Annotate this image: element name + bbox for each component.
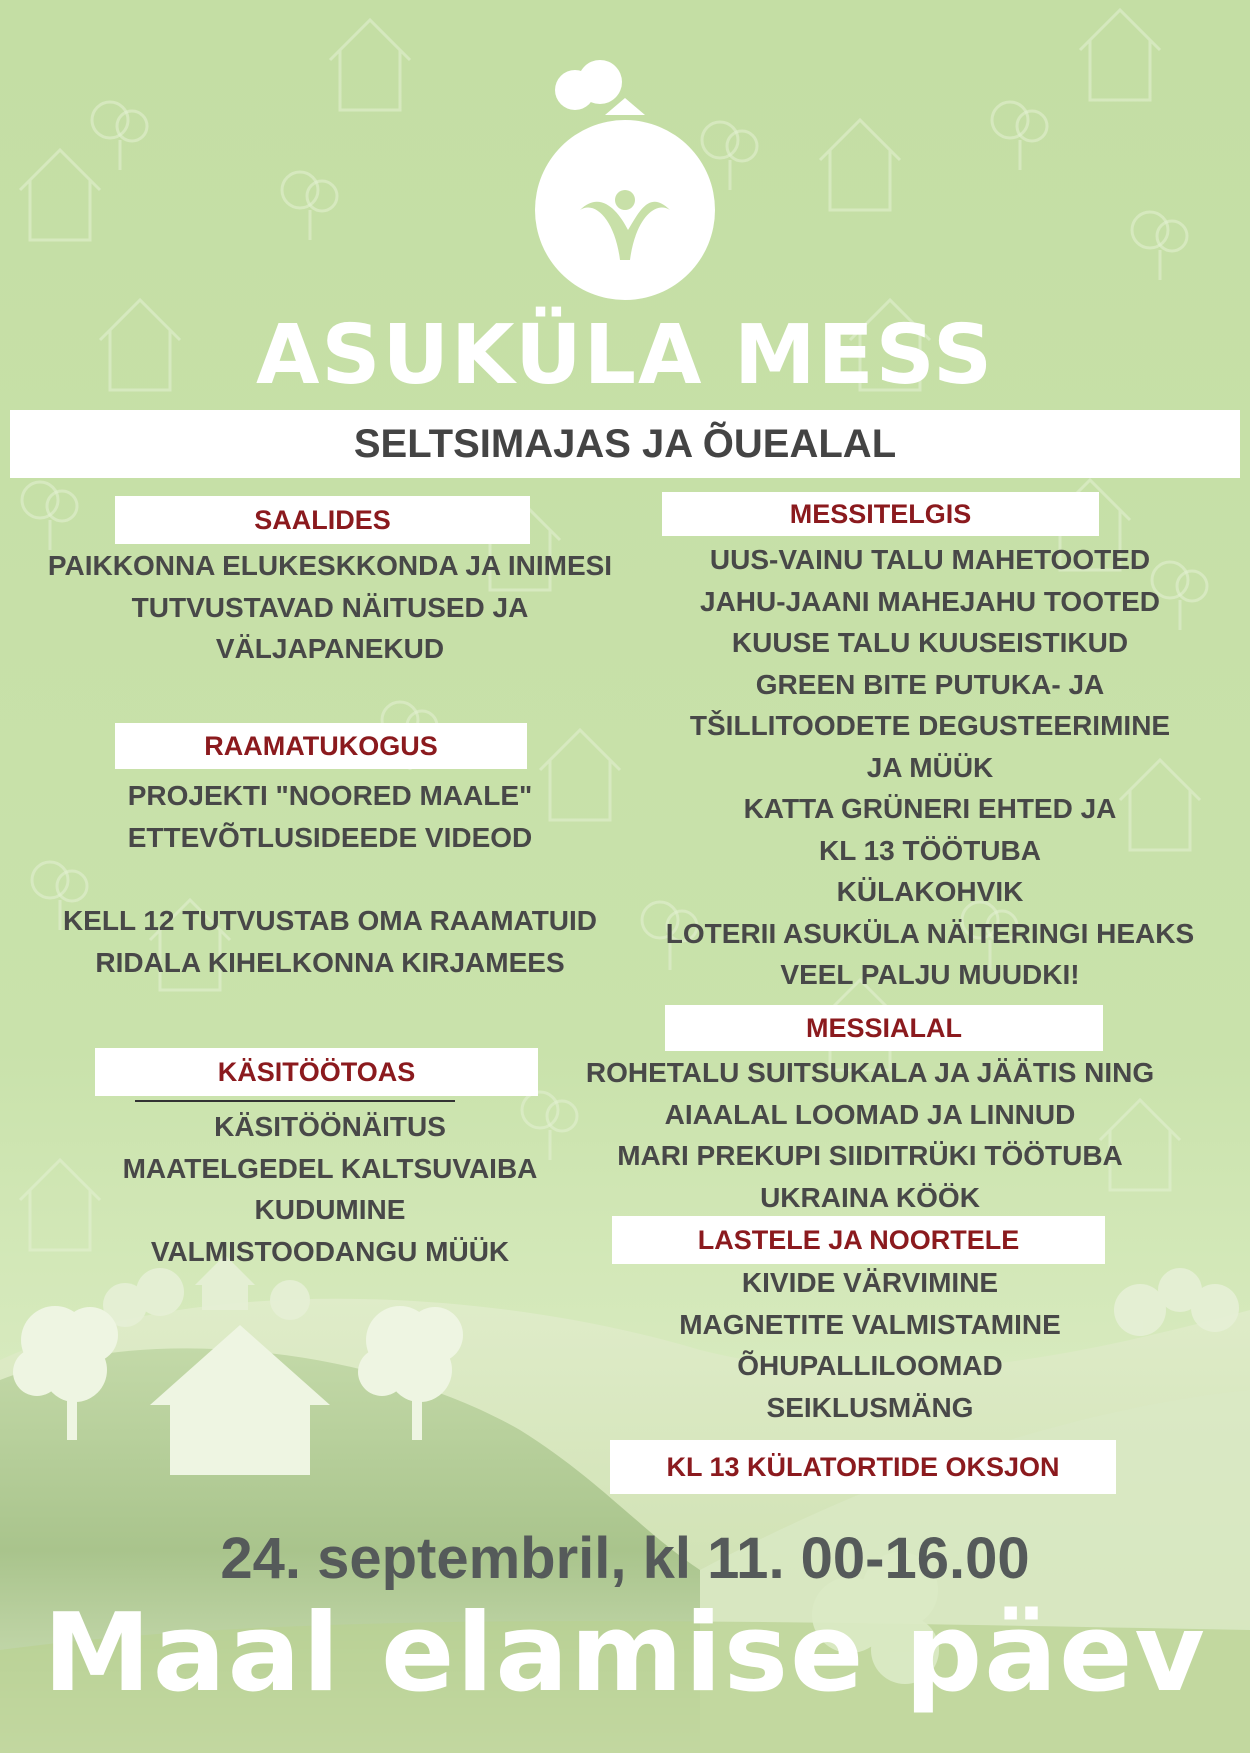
list-item: VÄLJAPANEKUD [215,633,445,664]
list-item: ROHETALU SUITSUKALA JA JÄÄTIS NING [585,1057,1155,1088]
tree-globe-logo-icon [520,60,730,300]
list-item: KÜLAKOHVIK [836,876,1024,907]
list-item: GREEN BITE PUTUKA- JA [755,668,1105,700]
poster-title: ASUKÜLA MESS [255,308,995,403]
section-header-messitelgis: MESSITELGIS [662,492,1099,536]
section-messialal-list [560,1052,1180,1218]
event-name: Maal elamise päev [43,1591,1207,1716]
list-item: PAIKKONNA ELUKESKKONDA JA INIMESI [47,550,613,581]
list-item: ÕHUPALLILOOMAD [737,1350,1003,1381]
list-item: JAHU-JAANI MAHEJAHU TOOTED [700,585,1160,617]
section-raamatukogus-list-2 [0,900,660,983]
list-item: MAGNETITE VALMISTAMINE [679,1308,1061,1340]
list-item: TUTVUSTAVAD NÄITUSED JA [131,591,529,623]
list-item: TŠILLITOODETE DEGUSTEERIMINE [689,710,1171,741]
section-header-lastele: LASTELE JA NOORTELE [612,1216,1105,1264]
section-lastele-list [560,1262,1180,1428]
header-underline [135,1100,455,1102]
list-item: KUDUMINE [254,1194,406,1225]
list-item: MAATELGEDEL KALTSUVAIBA [122,1152,538,1184]
list-item: UKRAINA KÖÖK [760,1181,980,1213]
list-item: MARI PREKUPI SIIDITRÜKI TÖÖTUBA [617,1140,1123,1171]
list-item: PROJEKTI "NOORED MAALE" [127,780,533,811]
poster-subtitle: SELTSIMAJAS JA ÕUEALAL [353,422,897,466]
list-item: KELL 12 TUTVUSTAB OMA RAAMATUID [62,905,598,936]
list-item: VALMISTOODANGU MÜÜK [150,1235,510,1267]
list-item: AIAALAL LOOMAD JA LINNUD [664,1098,1076,1130]
list-item: KIVIDE VÄRVIMINE [741,1267,999,1298]
section-saalides-list [0,545,660,670]
section-header-raamatukogus: RAAMATUKOGUS [115,723,527,769]
list-item: KATTA GRÜNERI EHTED JA [743,793,1117,824]
list-item: KL 13 TÖÖTUBA [819,834,1041,866]
list-item: LOTERII ASUKÜLA NÄITERINGI HEAKS [665,917,1195,949]
section-header-saalides: SAALIDES [115,496,530,544]
list-item: RIDALA KIHELKONNA KIRJAMEES [95,946,565,978]
section-raamatukogus-list [0,775,660,858]
section-header-kasitootoas: KÄSITÖÖTOAS [95,1048,538,1096]
list-item: VEEL PALJU MUUDKI! [780,959,1080,990]
section-header-messialal: MESSIALAL [665,1005,1103,1051]
list-item: ETTEVÕTLUSIDEEDE VIDEOD [127,821,533,853]
list-item: UUS-VAINU TALU MAHETOOTED [709,544,1151,575]
list-item: JA MÜÜK [866,751,994,783]
list-item: KÄSITÖÖNÄITUS [214,1111,446,1142]
section-messitelgis-list [620,539,1240,996]
section-header-oksjon: KL 13 KÜLATORTIDE OKSJON [610,1440,1116,1494]
event-date: 24. septembril, kl 11. 00-16.00 [220,1526,1030,1591]
list-item: SEIKLUSMÄNG [766,1391,974,1423]
list-item: KUUSE TALU KUUSEISTIKUD [731,627,1129,658]
